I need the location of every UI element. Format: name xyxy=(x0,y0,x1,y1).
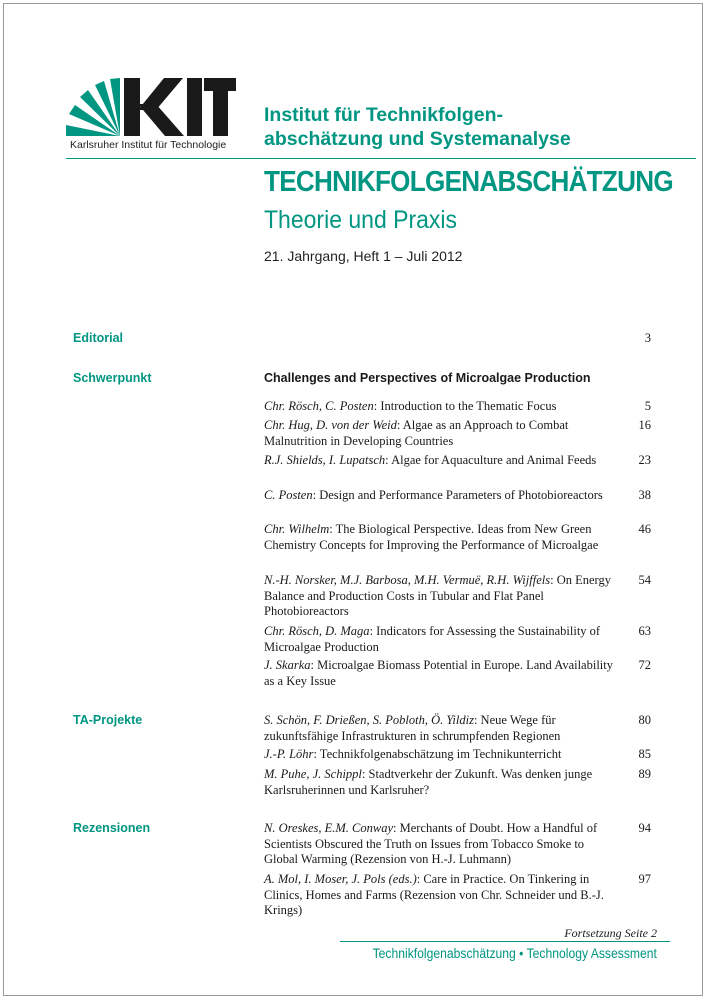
page-number: 85 xyxy=(638,747,651,761)
entry-authors: M. Puhe, J. Schippl xyxy=(264,767,362,781)
toc-entry xyxy=(264,418,614,449)
institute-line-1: Institut für Technikfolgen- xyxy=(264,104,504,126)
entry-authors: N. Oreskes, E.M. Conway xyxy=(264,821,394,835)
toc-entry xyxy=(264,767,614,798)
section-ta-projekte: TA-Projekte xyxy=(73,713,143,727)
header-rule xyxy=(66,158,696,159)
toc-entry xyxy=(264,821,614,868)
page-number: 54 xyxy=(638,573,651,587)
page-number: 38 xyxy=(638,488,651,502)
entry-title: : Algae for Aquaculture and Animal Feeds xyxy=(385,453,597,467)
page-number: 97 xyxy=(638,872,651,886)
logo-subtitle: Karlsruher Institut für Technologie xyxy=(70,139,227,151)
page-number: 72 xyxy=(638,658,651,672)
entry-authors: A. Mol, I. Moser, J. Pols (eds.) xyxy=(264,872,417,886)
page-number: 89 xyxy=(638,767,651,781)
entry-title: : Introduction to the Thematic Focus xyxy=(373,399,557,413)
page-number: 23 xyxy=(638,453,651,467)
entry-title: : Merchants of Doubt. How a Handful of Scientists Obscured the Truth on Issues from Tobacco Smoke to Global Warming (Rezension von H.-J. Luhmann) xyxy=(264,821,598,866)
entry-authors: Chr. Rösch, C. Posten xyxy=(264,399,374,413)
toc-entry xyxy=(264,573,614,620)
page-number: 5 xyxy=(644,399,651,413)
entry-authors: R.J. Shields, I. Lupatsch xyxy=(264,453,386,467)
toc-entry xyxy=(264,658,614,689)
journal-subtitle: Theorie und Praxis xyxy=(264,206,458,234)
entry-authors: N.-H. Norsker, M.J. Barbosa, M.H. Vermuë, R.H. Wijffels xyxy=(264,573,551,587)
page-number: 16 xyxy=(638,418,651,432)
page-number: 3 xyxy=(644,331,651,345)
entry-title: : Neue Wege für zukunftsfähige Infrastrukturen in schrumpfenden Regionen xyxy=(264,713,561,743)
page-number: 94 xyxy=(638,821,651,835)
entry-authors: Chr. Rösch, D. Maga xyxy=(264,624,370,638)
entry-title: : Stadtverkehr der Zukunft. Was denken junge Karlsruherinnen und Karlsruher? xyxy=(264,767,593,797)
entry-authors: J. Skarka xyxy=(264,658,311,672)
toc-entry xyxy=(264,522,614,553)
toc-entry xyxy=(264,488,614,504)
toc-entry xyxy=(264,747,614,763)
entry-title: : Design and Performance Parameters of Photobioreactors xyxy=(312,488,603,502)
entry-title: : Indicators for Assessing the Sustainability of Microalgae Production xyxy=(264,624,601,654)
journal-title: TECHNIKFOLGENABSCHÄTZUNG xyxy=(264,166,674,198)
entry-title: : On Energy Balance and Production Costs in Tubular and Flat Panel Photobioreactors xyxy=(264,573,611,618)
entry-authors: C. Posten xyxy=(264,488,313,502)
section-schwerpunkt: Schwerpunkt xyxy=(73,371,152,385)
focus-heading: Challenges and Perspectives of Microalgae Production xyxy=(264,371,591,385)
institute-name xyxy=(264,103,571,151)
toc-entry xyxy=(264,399,614,415)
entry-title: : Care in Practice. On Tinkering in Clinics, Homes and Farms (Rezension von Chr. Schneider und B.-J. Krings) xyxy=(264,872,604,917)
footer-tagline: Technikfolgenabschätzung • Technology Assessment xyxy=(372,946,657,961)
continuation-note: Fortsetzung Seite 2 xyxy=(564,926,657,940)
entry-title: : The Biological Perspective. Ideas from New Green Chemistry Concepts for Improving the Performance of Microalgae xyxy=(264,522,599,552)
issue-info: 21. Jahrgang, Heft 1 – Juli 2012 xyxy=(264,248,463,264)
page-number: 80 xyxy=(638,713,651,727)
entry-authors: Chr. Hug, D. von der Weid xyxy=(264,418,397,432)
toc-entry xyxy=(264,453,614,469)
entry-authors: J.-P. Löhr xyxy=(264,747,314,761)
entry-title: : Algae as an Approach to Combat Malnutrition in Developing Countries xyxy=(264,418,569,448)
entry-authors: S. Schön, F. Drießen, S. Pobloth, Ö. Yildiz xyxy=(264,713,474,727)
page-number: 46 xyxy=(638,522,651,536)
footer-rule xyxy=(340,941,670,942)
section-editorial: Editorial xyxy=(73,331,124,345)
toc-entry xyxy=(264,872,614,919)
entry-title: : Microalgae Biomass Potential in Europe. Land Availability as a Key Issue xyxy=(264,658,613,688)
entry-title: : Technikfolgenabschätzung im Technikunterricht xyxy=(313,747,562,761)
toc-entry xyxy=(264,624,614,655)
toc-entry xyxy=(264,713,614,744)
section-rezensionen: Rezensionen xyxy=(73,821,151,835)
page-number: 63 xyxy=(638,624,651,638)
entry-authors: Chr. Wilhelm xyxy=(264,522,330,536)
institute-line-2: abschätzung und Systemanalyse xyxy=(264,128,571,150)
